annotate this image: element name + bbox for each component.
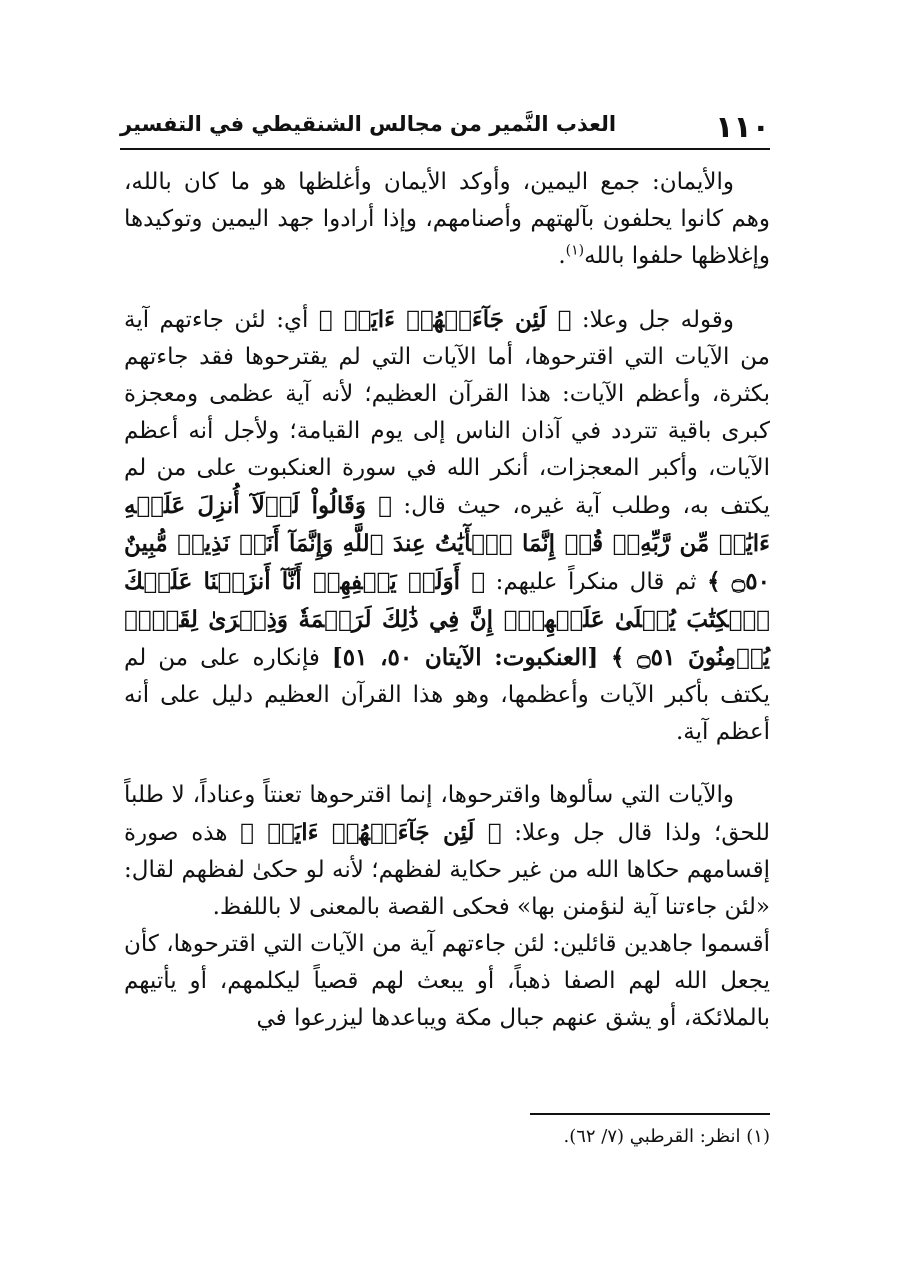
page-number: ١١٠ <box>715 110 770 145</box>
paragraph-text: وقوله جل وعلا: <box>571 307 734 333</box>
paragraph-oath-content <box>124 926 770 1037</box>
quran-verse: ﴿ وَقَالُواْ لَوۡلَآ أُنزِلَ عَلَيۡهِ ءَايَٰتٞ مِّن رَّبِّهِۦۖ قُلۡ إِنَّمَا ٱلۡأٓيَٰتُ عِندَ ٱللَّهِ وَإِنَّمَآ أَنَا۠ نَذِيرٞ مُّبِينٌ ۝٥٠ ﴾ <box>124 492 770 595</box>
paragraph-text: هذه صورة إقسامهم حكاها الله من غير حكاية لفظهم؛ لأنه لو حكىٰ لفظهم لقال: «لئن جاءتنا آية لنؤمنن بها» فحكى القصة بالمعنى لا باللفظ. <box>124 820 770 920</box>
paragraph-demanded-signs <box>124 777 770 926</box>
paragraph-text: أقسموا جاهدين قائلين: لئن جاءتهم آية من الآيات التي اقترحوها، كأن يجعل الله لهم الصفا ذهباً، أو يبعث لهم قصياً ليكلمهم، أو يأتيهم بالملائكة، أو يشق عنهم جبال مكة ويباعدها ليزرعوا في <box>124 931 770 1031</box>
paragraph-greatest-sign <box>124 301 770 751</box>
footnote-marker[interactable]: (١) <box>565 242 585 259</box>
page-header <box>120 108 770 150</box>
paragraph-end: . <box>558 243 566 269</box>
paragraph-text: فإنكاره على من لم يكتف بأكبر الآيات وأعظمها، وهو هذا القرآن العظيم دليل على أنه أعظم آية. <box>124 645 770 745</box>
paragraph-text: أي: لئن جاءتهم آية من الآيات التي اقترحوها، أما الآيات التي لم يقترحوها فقد جاءتهم بكثرة، وأعظم الآيات: هذا القرآن العظيم؛ لأنه آية عظمى ومعجزة كبرى باقية تتردد في آذان الناس إلى يوم القيامة؛ ولأجل أنه أعظم الآيات، وأكبر المعجزات، أنكر الله في سورة العنكبوت على من لم يكتف به، وطلب آية غيره، حيث قال: <box>124 307 770 519</box>
verse-reference: [العنكبوت: الآيتان ٥٠، ٥١] <box>331 644 611 671</box>
paragraph-text: ثم قال منكراً عليهم: <box>485 569 708 595</box>
quran-verse: ﴿ لَئِن جَآءَتۡهُمۡ ءَايَةٞ ﴾ <box>240 819 502 846</box>
quran-verse: ﴿ أَوَلَمۡ يَكۡفِهِمۡ أَنَّآ أَنزَلۡنَا عَلَيۡكَ ٱلۡكِتَٰبَ يُتۡلَىٰ عَلَيۡهِمۡۚ إِنَّ فِي ذَٰلِكَ لَرَحۡمَةٗ وَذِكۡرَىٰ لِقَوۡمٖ يُؤۡمِنُونَ ۝٥١ ﴾ <box>124 568 771 671</box>
paragraph-text: والآيات التي سألوها واقترحوها، إنما اقترحوها تعنتاً وعناداً، لا طلباً للحق؛ ولذا قال جل وعلا: <box>124 782 770 846</box>
footnote: (١) انظر: القرطبي (٧/ ٦٢). <box>563 1126 770 1147</box>
main-text <box>124 164 770 1037</box>
paragraph-text: والأيمان: جمع اليمين، وأوكد الأيمان وأغلظها هو ما كان بالله، وهم كانوا يحلفون بآلهتهم وأصنامهم، وإذا أرادوا جهد اليمين وتوكيدها وإغلاظها حلفوا بالله <box>124 169 770 269</box>
footnote-separator <box>530 1113 770 1115</box>
paragraph-oaths <box>124 164 770 275</box>
quran-verse: ﴿ لَئِن جَآءَتۡهُمۡ ءَايَةٞ ﴾ <box>318 306 572 333</box>
running-title: العذب النَّمير من مجالس الشنقيطي في التفسير <box>120 112 617 136</box>
